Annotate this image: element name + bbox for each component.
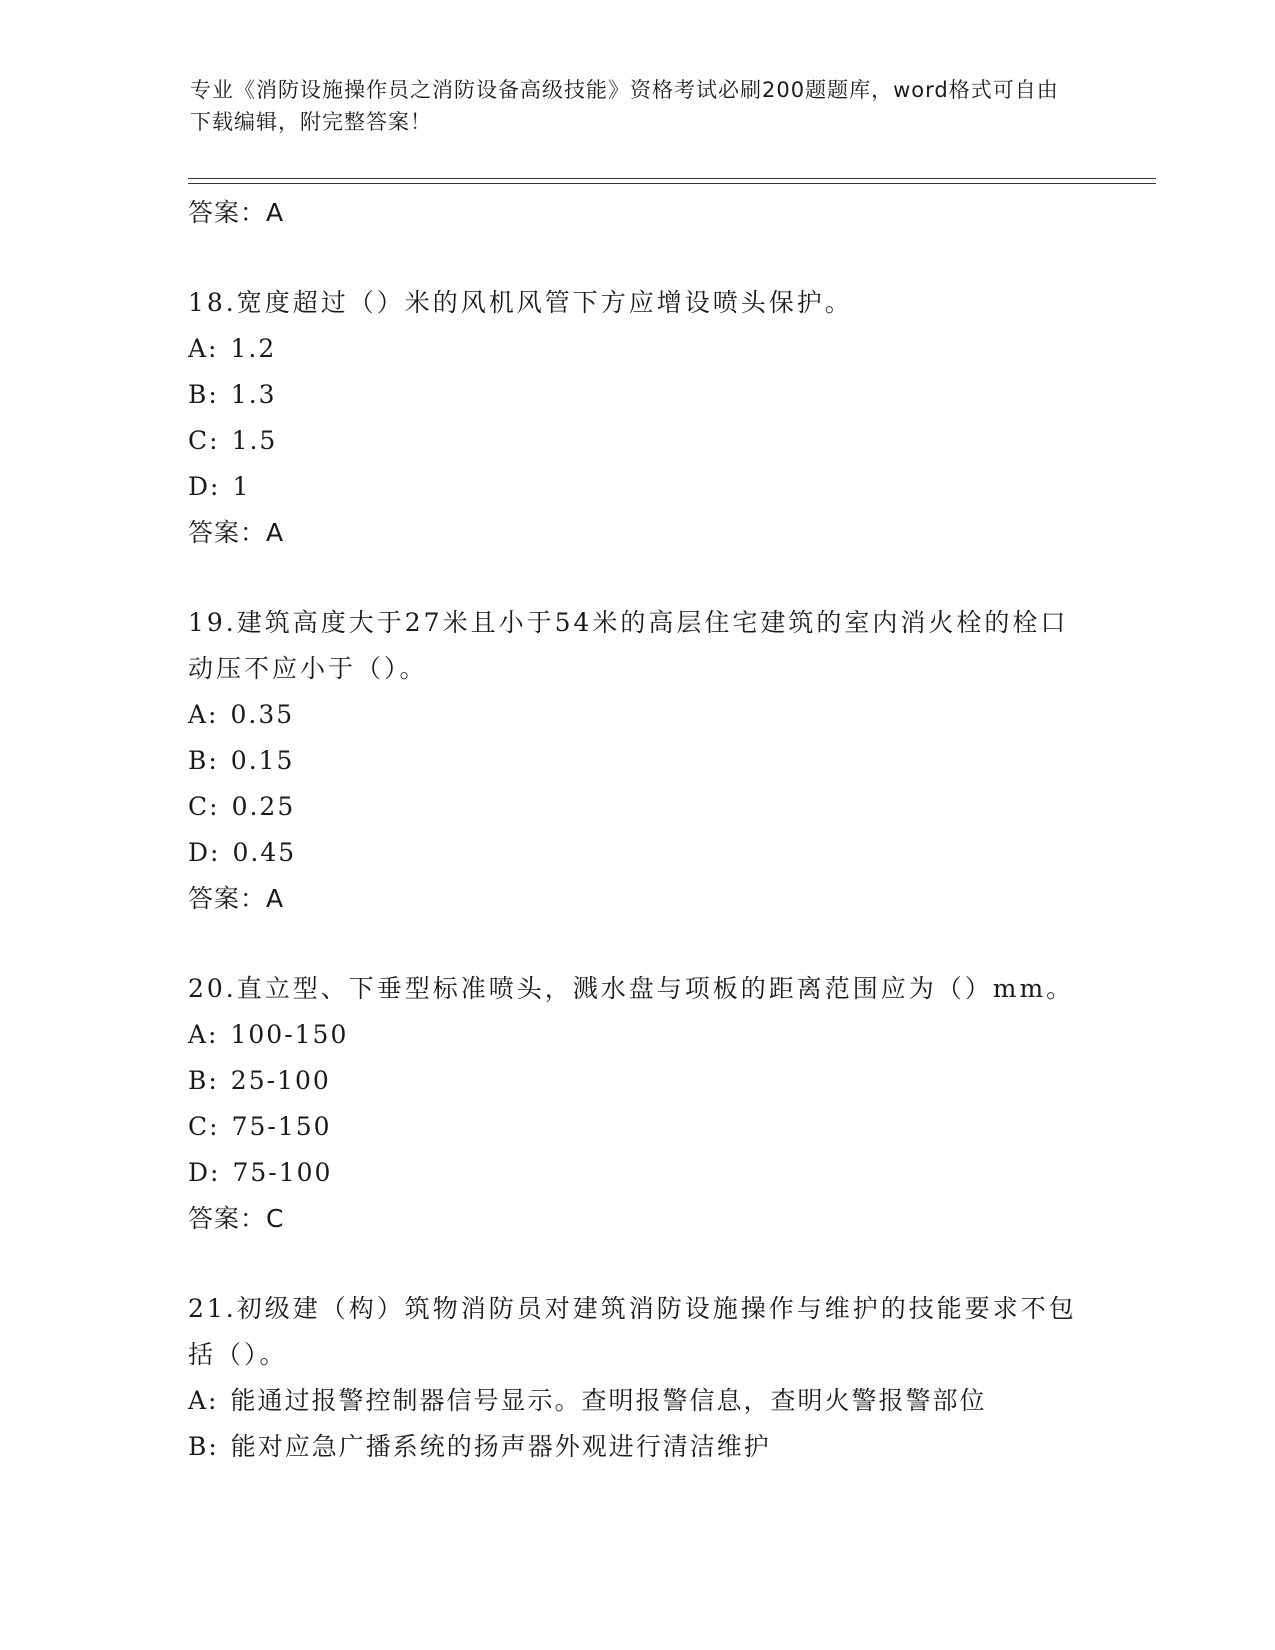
option-key: A: (188, 334, 219, 363)
option-value: 能对应急广播系统的扬声器外观进行清洁维护 (230, 1432, 771, 1461)
option-key: A: (188, 700, 219, 729)
option-value: 25-100 (230, 1066, 331, 1095)
option-value: 1.3 (230, 380, 277, 409)
option-value: 0.35 (230, 700, 295, 729)
answer-line: 答案：C (188, 1204, 285, 1233)
option-a (188, 1012, 1088, 1058)
answer-line: 答案：A (188, 884, 285, 913)
question-stem: 19.建筑高度大于27米且小于54米的高层住宅建筑的室内消火栓的栓口动压不应小于（）。 (188, 608, 1069, 683)
option-b (188, 1058, 1088, 1104)
option-value: 1.2 (230, 334, 277, 363)
answer-line: 答案：A (188, 518, 285, 547)
option-d (188, 830, 1088, 876)
question-stem: 20.直立型、下垂型标准喷头，溅水盘与项板的距离范围应为（）mm。 (188, 974, 1075, 1003)
option-value: 0.25 (231, 792, 296, 821)
question-18 (188, 280, 1088, 556)
option-value: 0.15 (230, 746, 295, 775)
document-header: 专业《消防设施操作员之消防设备高级技能》资格考试必刷200题题库，word格式可自由下载编辑，附完整答案！ (190, 78, 1059, 134)
option-key: A: (188, 1020, 219, 1049)
question-stem: 18.宽度超过（）米的风机风管下方应增设喷头保护。 (188, 288, 853, 317)
option-d (188, 1150, 1088, 1196)
option-key: B: (188, 380, 219, 409)
option-d (188, 464, 1088, 510)
question-20 (188, 966, 1088, 1242)
option-value: 1.5 (231, 426, 278, 455)
option-key: D: (188, 1158, 221, 1187)
option-b (188, 372, 1088, 418)
option-value: 100-150 (230, 1020, 349, 1049)
option-value: 0.45 (232, 838, 297, 867)
option-a (188, 692, 1088, 738)
option-value: 75-100 (232, 1158, 333, 1187)
option-key: C: (188, 792, 220, 821)
option-a (188, 1378, 1088, 1424)
option-key: D: (188, 472, 221, 501)
option-c (188, 1104, 1088, 1150)
option-key: A: (188, 1386, 219, 1415)
option-key: B: (188, 746, 219, 775)
option-key: C: (188, 1112, 220, 1141)
option-value: 1 (232, 472, 251, 501)
previous-answer: 答案：A (188, 198, 285, 227)
header-rule-thin (188, 183, 1156, 184)
question-stem: 21.初级建（构）筑物消防员对建筑消防设施操作与维护的技能要求不包括（）。 (188, 1294, 1077, 1369)
option-value: 75-150 (231, 1112, 332, 1141)
option-key: B: (188, 1432, 219, 1461)
question-list (188, 190, 1088, 1470)
option-b (188, 738, 1088, 784)
question-19 (188, 600, 1088, 922)
option-a (188, 326, 1088, 372)
option-b (188, 1424, 1088, 1470)
option-value: 能通过报警控制器信号显示。查明报警信息，查明火警报警部位 (230, 1386, 987, 1415)
option-c (188, 784, 1088, 830)
option-c (188, 418, 1088, 464)
question-21 (188, 1286, 1088, 1470)
header-rule-thick (188, 178, 1156, 179)
option-key: D: (188, 838, 221, 867)
option-key: C: (188, 426, 220, 455)
option-key: B: (188, 1066, 219, 1095)
